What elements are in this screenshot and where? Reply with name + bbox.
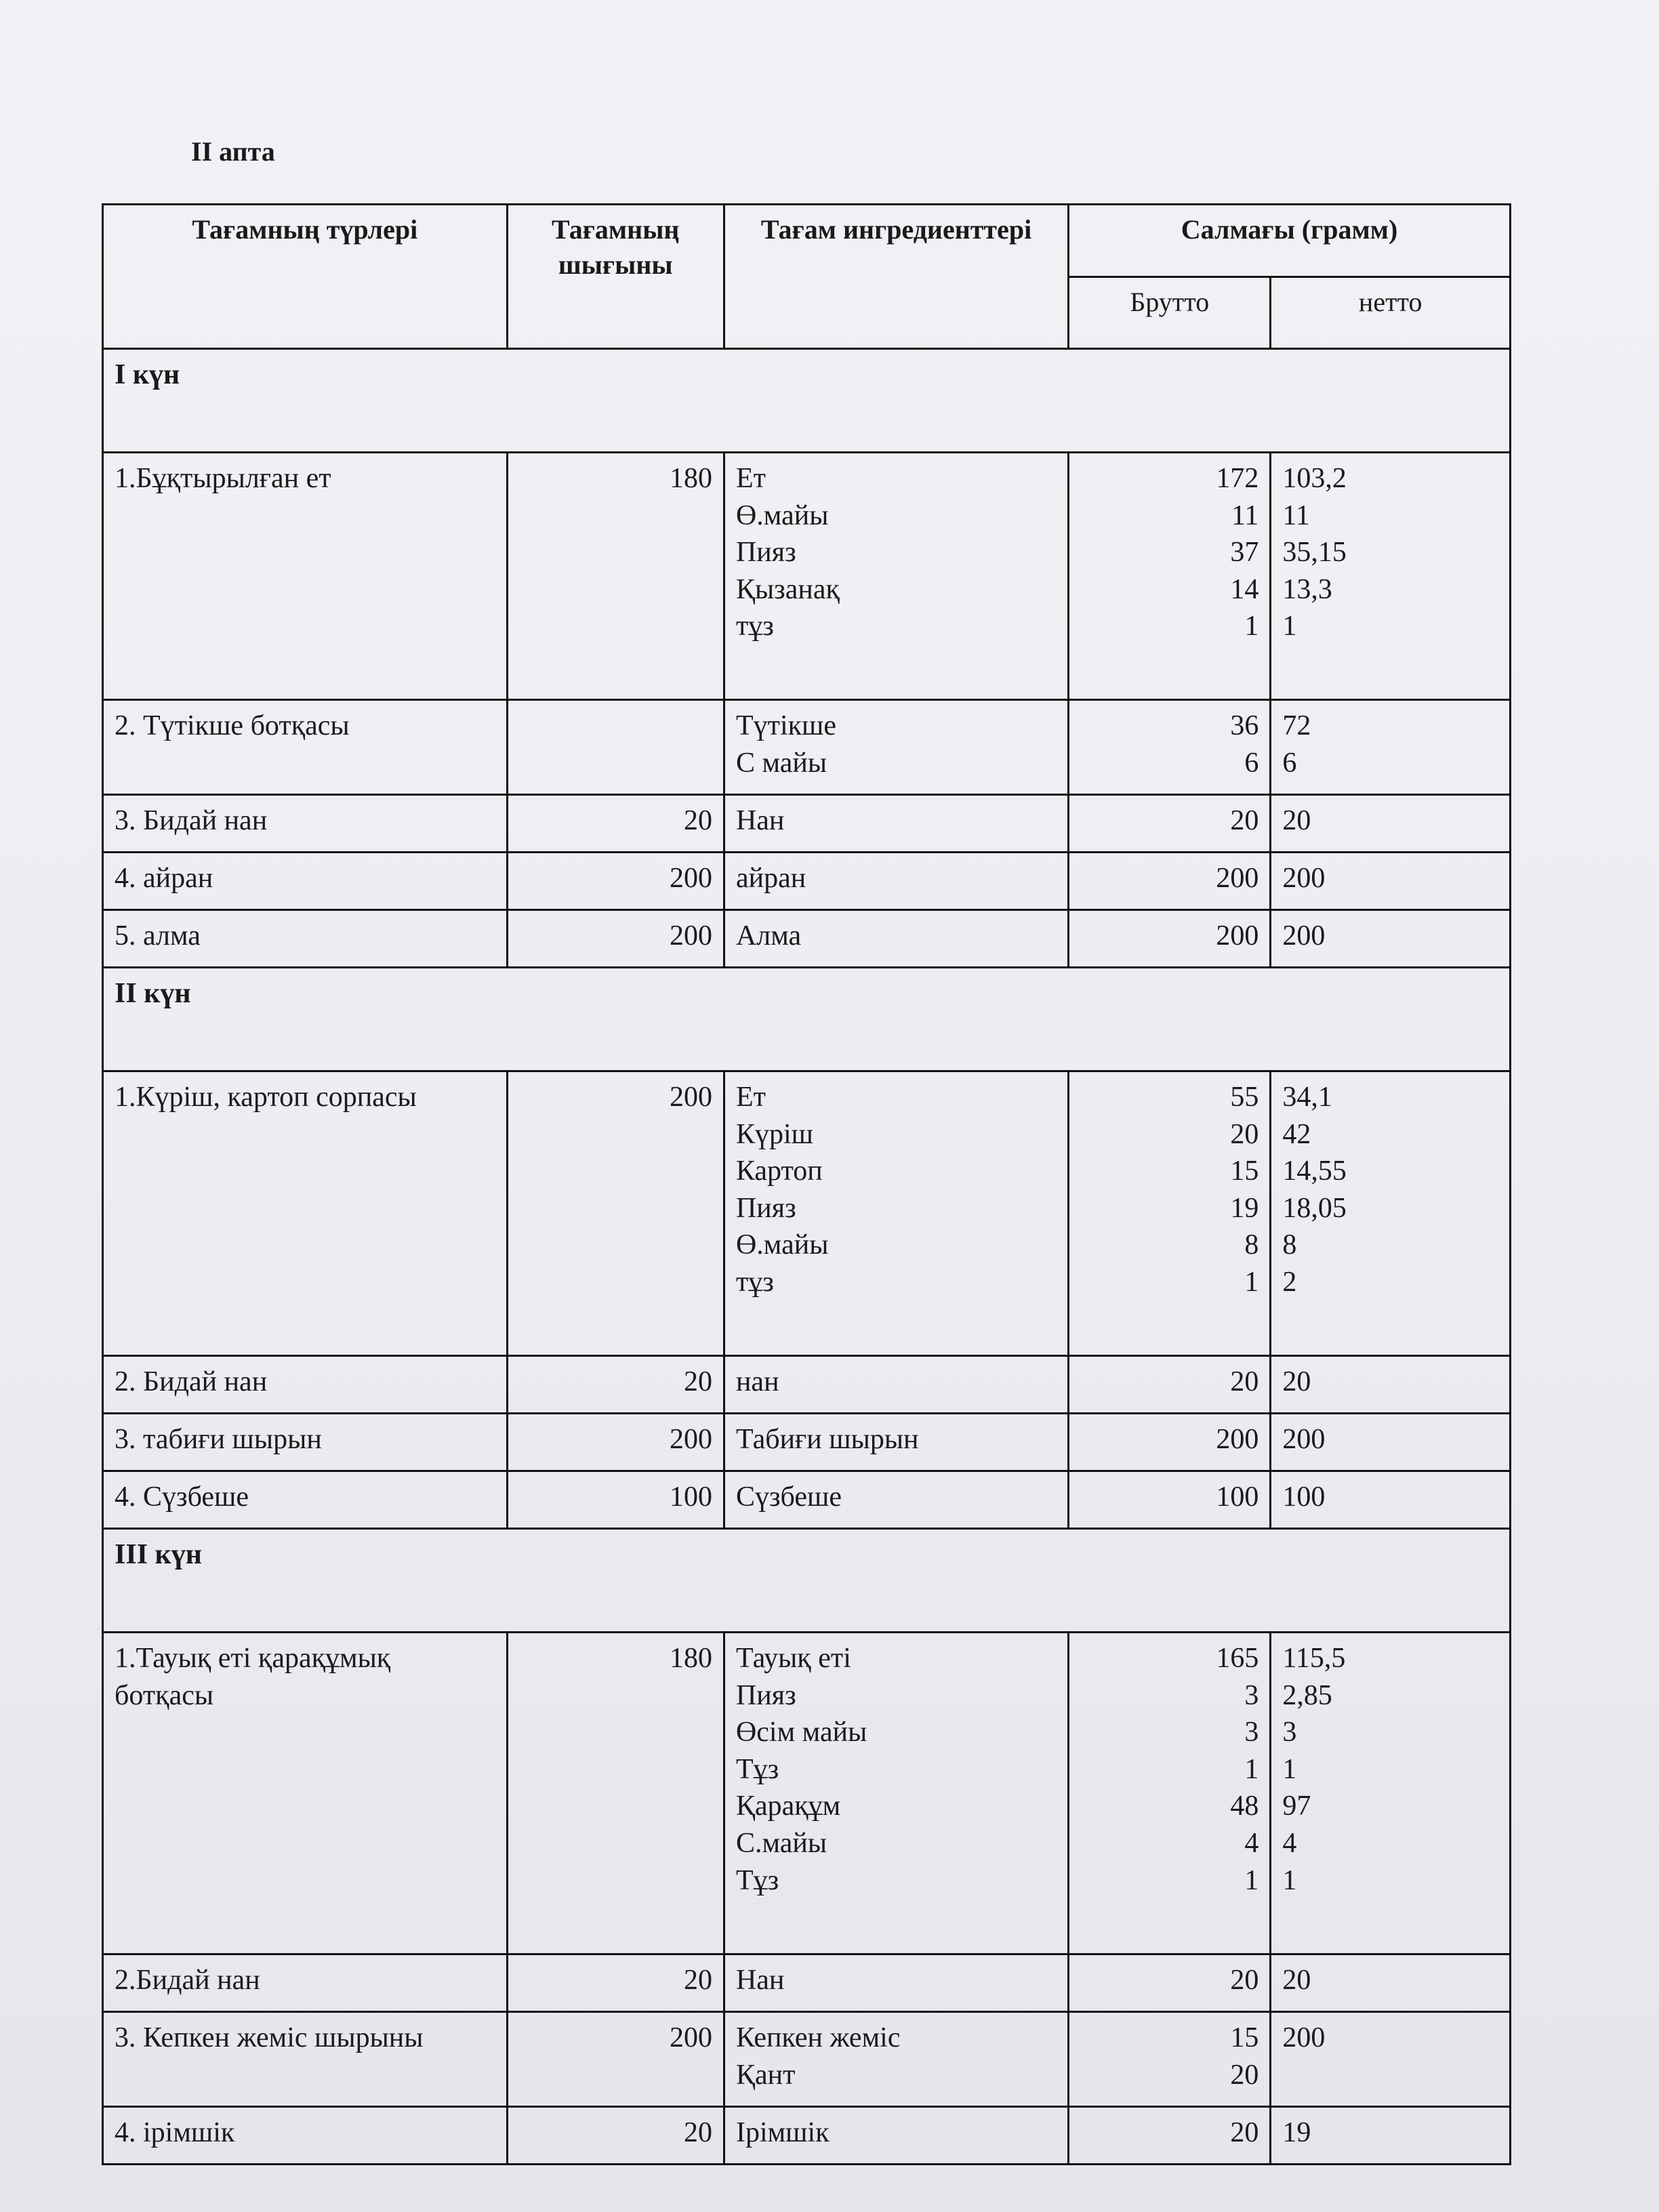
ingredient-item: Қант — [735, 2059, 796, 2091]
dish-netto — [1271, 1954, 1511, 2012]
brutto-value: 20 — [1230, 2117, 1259, 2148]
dish-ingredients — [724, 853, 1068, 910]
ingredient-item: Алма — [735, 920, 802, 951]
table-row — [103, 1356, 1511, 1414]
ingredient-item: Ө.майы — [735, 499, 829, 531]
brutto-value: 1 — [1244, 611, 1259, 642]
ingredient-item: Нан — [735, 1965, 785, 1996]
dish-brutto — [1069, 1954, 1271, 2012]
table-row — [103, 700, 1511, 795]
ingredient-item: С майы — [735, 747, 827, 779]
netto-value: 6 — [1282, 747, 1297, 779]
ingredient-item: Қарақұм — [735, 1790, 841, 1822]
ingredient-item: Пияз — [735, 1192, 796, 1224]
dish-yield: 200 — [507, 853, 724, 910]
dish-yield: 200 — [507, 910, 724, 968]
dish-ingredients — [724, 1356, 1068, 1414]
dish-yield: 20 — [507, 1356, 724, 1414]
header-food-types: Тағамның түрлері — [103, 205, 508, 349]
dish-netto — [1271, 853, 1511, 910]
dish-netto — [1271, 1633, 1511, 1954]
netto-value: 2 — [1282, 1266, 1297, 1298]
day-row — [103, 349, 1511, 453]
brutto-value: 48 — [1230, 1790, 1259, 1822]
ingredient-item: Сүзбеше — [735, 1481, 842, 1513]
table-row — [103, 1954, 1511, 2012]
dish-netto — [1271, 700, 1511, 795]
dish-netto — [1271, 1414, 1511, 1471]
netto-value: 72 — [1282, 710, 1311, 741]
brutto-value: 37 — [1230, 537, 1259, 569]
dish-name: 1.Бұқтырылған ет — [103, 453, 508, 700]
brutto-value: 55 — [1230, 1082, 1259, 1113]
dish-ingredients — [724, 453, 1068, 700]
table-row — [103, 910, 1511, 968]
header-food-yield: Тағамның шығыны — [507, 205, 724, 349]
table-row — [103, 1471, 1511, 1529]
day-title: III күн — [103, 1529, 1511, 1633]
table-row — [103, 453, 1511, 700]
netto-value: 20 — [1282, 1965, 1311, 1996]
brutto-value: 6 — [1244, 747, 1259, 779]
netto-value: 14,55 — [1282, 1155, 1347, 1187]
netto-value: 42 — [1282, 1118, 1311, 1150]
ingredient-item: Тауық еті — [735, 1643, 851, 1674]
brutto-value: 20 — [1230, 2059, 1259, 2091]
table-row — [103, 795, 1511, 853]
dish-name: 4. Сүзбеше — [103, 1471, 508, 1529]
brutto-value: 1 — [1244, 1266, 1259, 1298]
brutto-value: 165 — [1216, 1643, 1259, 1674]
dish-name: 3. Бидай нан — [103, 795, 508, 853]
table-row — [103, 2012, 1511, 2107]
brutto-value: 1 — [1244, 1753, 1259, 1785]
ingredient-item: Өсім майы — [735, 1717, 867, 1748]
dish-name: 2.Бидай нан — [103, 1954, 508, 2012]
dish-ingredients — [724, 795, 1068, 853]
brutto-value: 100 — [1216, 1481, 1259, 1513]
dish-name: 2. Бидай нан — [103, 1356, 508, 1414]
dish-ingredients — [724, 1471, 1068, 1529]
brutto-value: 36 — [1230, 710, 1259, 741]
ingredient-item: Тұз — [735, 1753, 779, 1785]
brutto-value: 20 — [1230, 1118, 1259, 1150]
dish-name: 4. ірімшік — [103, 2107, 508, 2165]
netto-value: 35,15 — [1282, 537, 1347, 569]
day-row — [103, 1529, 1511, 1633]
week-title: II апта — [191, 136, 275, 167]
ingredient-item: тұз — [735, 611, 774, 642]
netto-value: 8 — [1282, 1229, 1297, 1261]
ingredient-item: Ірімшік — [735, 2117, 830, 2148]
dish-yield: 180 — [507, 1633, 724, 1954]
dish-brutto — [1069, 1633, 1271, 1954]
dish-name: 3. Кепкен жеміс шырыны — [103, 2012, 508, 2107]
brutto-value: 200 — [1216, 920, 1259, 951]
brutto-value: 15 — [1230, 2022, 1259, 2053]
ingredient-item: айран — [735, 863, 806, 894]
netto-value: 20 — [1282, 1366, 1311, 1397]
dish-netto — [1271, 2012, 1511, 2107]
dish-name: 5. алма — [103, 910, 508, 968]
dish-yield — [507, 700, 724, 795]
brutto-value: 1 — [1244, 1864, 1259, 1896]
dish-name: 4. айран — [103, 853, 508, 910]
day-title: I күн — [103, 349, 1511, 453]
brutto-value: 14 — [1230, 573, 1259, 605]
day-title: II күн — [103, 968, 1511, 1071]
netto-value: 1 — [1282, 611, 1297, 642]
brutto-value: 20 — [1230, 805, 1259, 836]
dish-ingredients — [724, 1414, 1068, 1471]
ingredient-item: Пияз — [735, 537, 796, 569]
dish-name: 2. Түтікше ботқасы — [103, 700, 508, 795]
ingredient-item: Қызанақ — [735, 573, 840, 605]
brutto-value: 19 — [1230, 1192, 1259, 1224]
table-row — [103, 1633, 1511, 1954]
dish-yield: 200 — [507, 2012, 724, 2107]
dish-ingredients — [724, 1071, 1068, 1356]
dish-brutto — [1069, 700, 1271, 795]
netto-value: 34,1 — [1282, 1082, 1332, 1113]
dish-yield: 20 — [507, 1954, 724, 2012]
brutto-value: 20 — [1230, 1366, 1259, 1397]
ingredient-item: нан — [735, 1366, 779, 1397]
netto-value: 1 — [1282, 1753, 1297, 1785]
netto-value: 200 — [1282, 863, 1326, 894]
dish-ingredients — [724, 700, 1068, 795]
netto-value: 11 — [1282, 499, 1310, 531]
ingredient-item: С.майы — [735, 1827, 827, 1859]
dish-brutto — [1069, 795, 1271, 853]
netto-value: 103,2 — [1282, 463, 1347, 494]
menu-table — [102, 203, 1511, 2165]
ingredient-item: Картоп — [735, 1155, 823, 1187]
dish-name: 1.Тауық еті қарақұмық ботқасы — [103, 1633, 508, 1954]
brutto-value: 20 — [1230, 1965, 1259, 1996]
dish-netto — [1271, 1471, 1511, 1529]
netto-value: 100 — [1282, 1481, 1326, 1513]
dish-netto — [1271, 2107, 1511, 2165]
dish-yield: 20 — [507, 2107, 724, 2165]
ingredient-item: Ет — [735, 1082, 766, 1113]
dish-brutto — [1069, 2012, 1271, 2107]
netto-value: 2,85 — [1282, 1679, 1332, 1711]
dish-yield: 100 — [507, 1471, 724, 1529]
table-row — [103, 853, 1511, 910]
dish-brutto — [1069, 1471, 1271, 1529]
netto-value: 4 — [1282, 1827, 1297, 1859]
dish-name: 3. табиғи шырын — [103, 1414, 508, 1471]
ingredient-item: Ет — [735, 463, 766, 494]
header-weight: Салмағы (грамм) — [1069, 205, 1511, 277]
brutto-value: 200 — [1216, 863, 1259, 894]
header-brutto: Брутто — [1069, 276, 1271, 349]
day-row — [103, 968, 1511, 1071]
netto-value: 97 — [1282, 1790, 1311, 1822]
dish-ingredients — [724, 1954, 1068, 2012]
dish-netto — [1271, 910, 1511, 968]
netto-value: 18,05 — [1282, 1192, 1347, 1224]
dish-ingredients — [724, 2107, 1068, 2165]
ingredient-item: Табиғи шырын — [735, 1424, 919, 1455]
netto-value: 13,3 — [1282, 573, 1332, 605]
dish-yield: 200 — [507, 1071, 724, 1356]
dish-ingredients — [724, 1633, 1068, 1954]
netto-value: 200 — [1282, 920, 1326, 951]
dish-brutto — [1069, 1356, 1271, 1414]
header-netto: нетто — [1271, 276, 1511, 349]
brutto-value: 11 — [1231, 499, 1259, 531]
dish-netto — [1271, 1356, 1511, 1414]
netto-value: 20 — [1282, 805, 1311, 836]
dish-yield: 180 — [507, 453, 724, 700]
netto-value: 200 — [1282, 1424, 1326, 1455]
netto-value: 1 — [1282, 1864, 1297, 1896]
brutto-value: 15 — [1230, 1155, 1259, 1187]
brutto-value: 8 — [1244, 1229, 1259, 1261]
dish-ingredients — [724, 910, 1068, 968]
ingredient-item: Кепкен жеміс — [735, 2022, 901, 2053]
dish-netto — [1271, 1071, 1511, 1356]
brutto-value: 200 — [1216, 1424, 1259, 1455]
dish-ingredients — [724, 2012, 1068, 2107]
dish-brutto — [1069, 2107, 1271, 2165]
dish-netto — [1271, 795, 1511, 853]
brutto-value: 3 — [1244, 1679, 1259, 1711]
table-row — [103, 1414, 1511, 1471]
brutto-value: 4 — [1244, 1827, 1259, 1859]
dish-brutto — [1069, 453, 1271, 700]
dish-yield: 20 — [507, 795, 724, 853]
ingredient-item: Түтікше — [735, 710, 837, 741]
dish-netto — [1271, 453, 1511, 700]
brutto-value: 172 — [1216, 463, 1259, 494]
table-row — [103, 1071, 1511, 1356]
menu-table-body — [103, 349, 1511, 2165]
dish-brutto — [1069, 1071, 1271, 1356]
ingredient-item: Нан — [735, 805, 785, 836]
table-row — [103, 2107, 1511, 2165]
header-ingredients: Тағам ингредиенттері — [724, 205, 1068, 349]
netto-value: 19 — [1282, 2117, 1311, 2148]
netto-value: 3 — [1282, 1717, 1297, 1748]
brutto-value: 3 — [1244, 1717, 1259, 1748]
dish-brutto — [1069, 1414, 1271, 1471]
dish-brutto — [1069, 910, 1271, 968]
ingredient-item: Тұз — [735, 1864, 779, 1896]
ingredient-item: Күріш — [735, 1118, 813, 1150]
ingredient-item: Пияз — [735, 1679, 796, 1711]
ingredient-item: Ө.майы — [735, 1229, 829, 1261]
dish-name: 1.Күріш, картоп сорпасы — [103, 1071, 508, 1356]
netto-value: 200 — [1282, 2022, 1326, 2053]
netto-value: 115,5 — [1282, 1643, 1346, 1674]
dish-yield: 200 — [507, 1414, 724, 1471]
dish-brutto — [1069, 853, 1271, 910]
ingredient-item: тұз — [735, 1266, 774, 1298]
